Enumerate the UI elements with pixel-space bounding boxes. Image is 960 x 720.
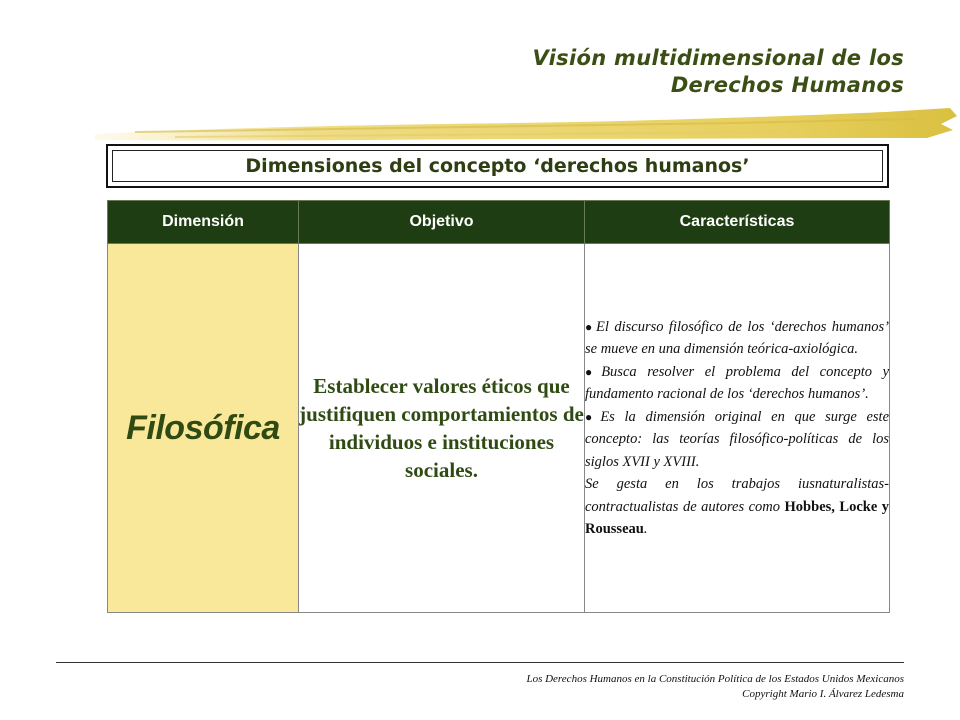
dimension-value: Filosófica [126, 408, 280, 447]
table-header-row [108, 201, 890, 244]
closing-paragraph: Se gesta en los trabajos iusnaturalistas-contractualistas de autores como Hobbes, Locke y Rousseau. [585, 476, 890, 537]
bullet-icon: ● [585, 364, 600, 379]
banner-text: Dimensiones del concepto ‘derechos humanos’ [245, 155, 750, 177]
list-item: ● Es la dimensión original en que surge este concepto: las teorías filosófico-políticas de los siglos XVII y XVIII. [585, 408, 890, 470]
objetivo-cell [299, 244, 585, 613]
bullet-icon: ● [585, 319, 595, 334]
objetivo-value: Establecer valores éticos que justifiquen comportamientos de individuos e instituciones sociales. [299, 374, 584, 482]
dimension-cell [108, 244, 299, 613]
slide-title [532, 45, 904, 99]
section-banner [106, 144, 889, 188]
list-item: ● Busca resolver el problema del concepto y fundamento racional de los ‘derechos humanos’. [585, 363, 890, 402]
footer-line1: Los Derechos Humanos en la Constitución Política de los Estados Unidos Mexicanos [526, 673, 904, 685]
caracteristicas-cell [585, 244, 890, 613]
column-header-caracteristicas: Características [585, 201, 890, 244]
column-header-dimension: Dimensión [108, 201, 299, 244]
table-row [108, 244, 890, 613]
footer-divider [56, 662, 904, 663]
authors-names: Hobbes, Locke y Rousseau [585, 498, 890, 537]
column-header-objetivo: Objetivo [299, 201, 585, 244]
list-item: ● El discurso filosófico de los ‘derechos humanos’ se mueve en una dimensión teórica-axiológica. [585, 318, 889, 357]
footer-line2: Copyright Mario I. Álvarez Ledesma [742, 688, 904, 700]
footer [526, 672, 904, 702]
bullet-icon: ● [585, 409, 599, 424]
slide-title-line2: Derechos Humanos [670, 73, 904, 97]
decorative-brush-stroke [95, 108, 957, 146]
slide-title-line1: Visión multidimensional de los [532, 46, 904, 70]
caracteristicas-list [585, 316, 889, 541]
dimensions-table [107, 200, 890, 613]
